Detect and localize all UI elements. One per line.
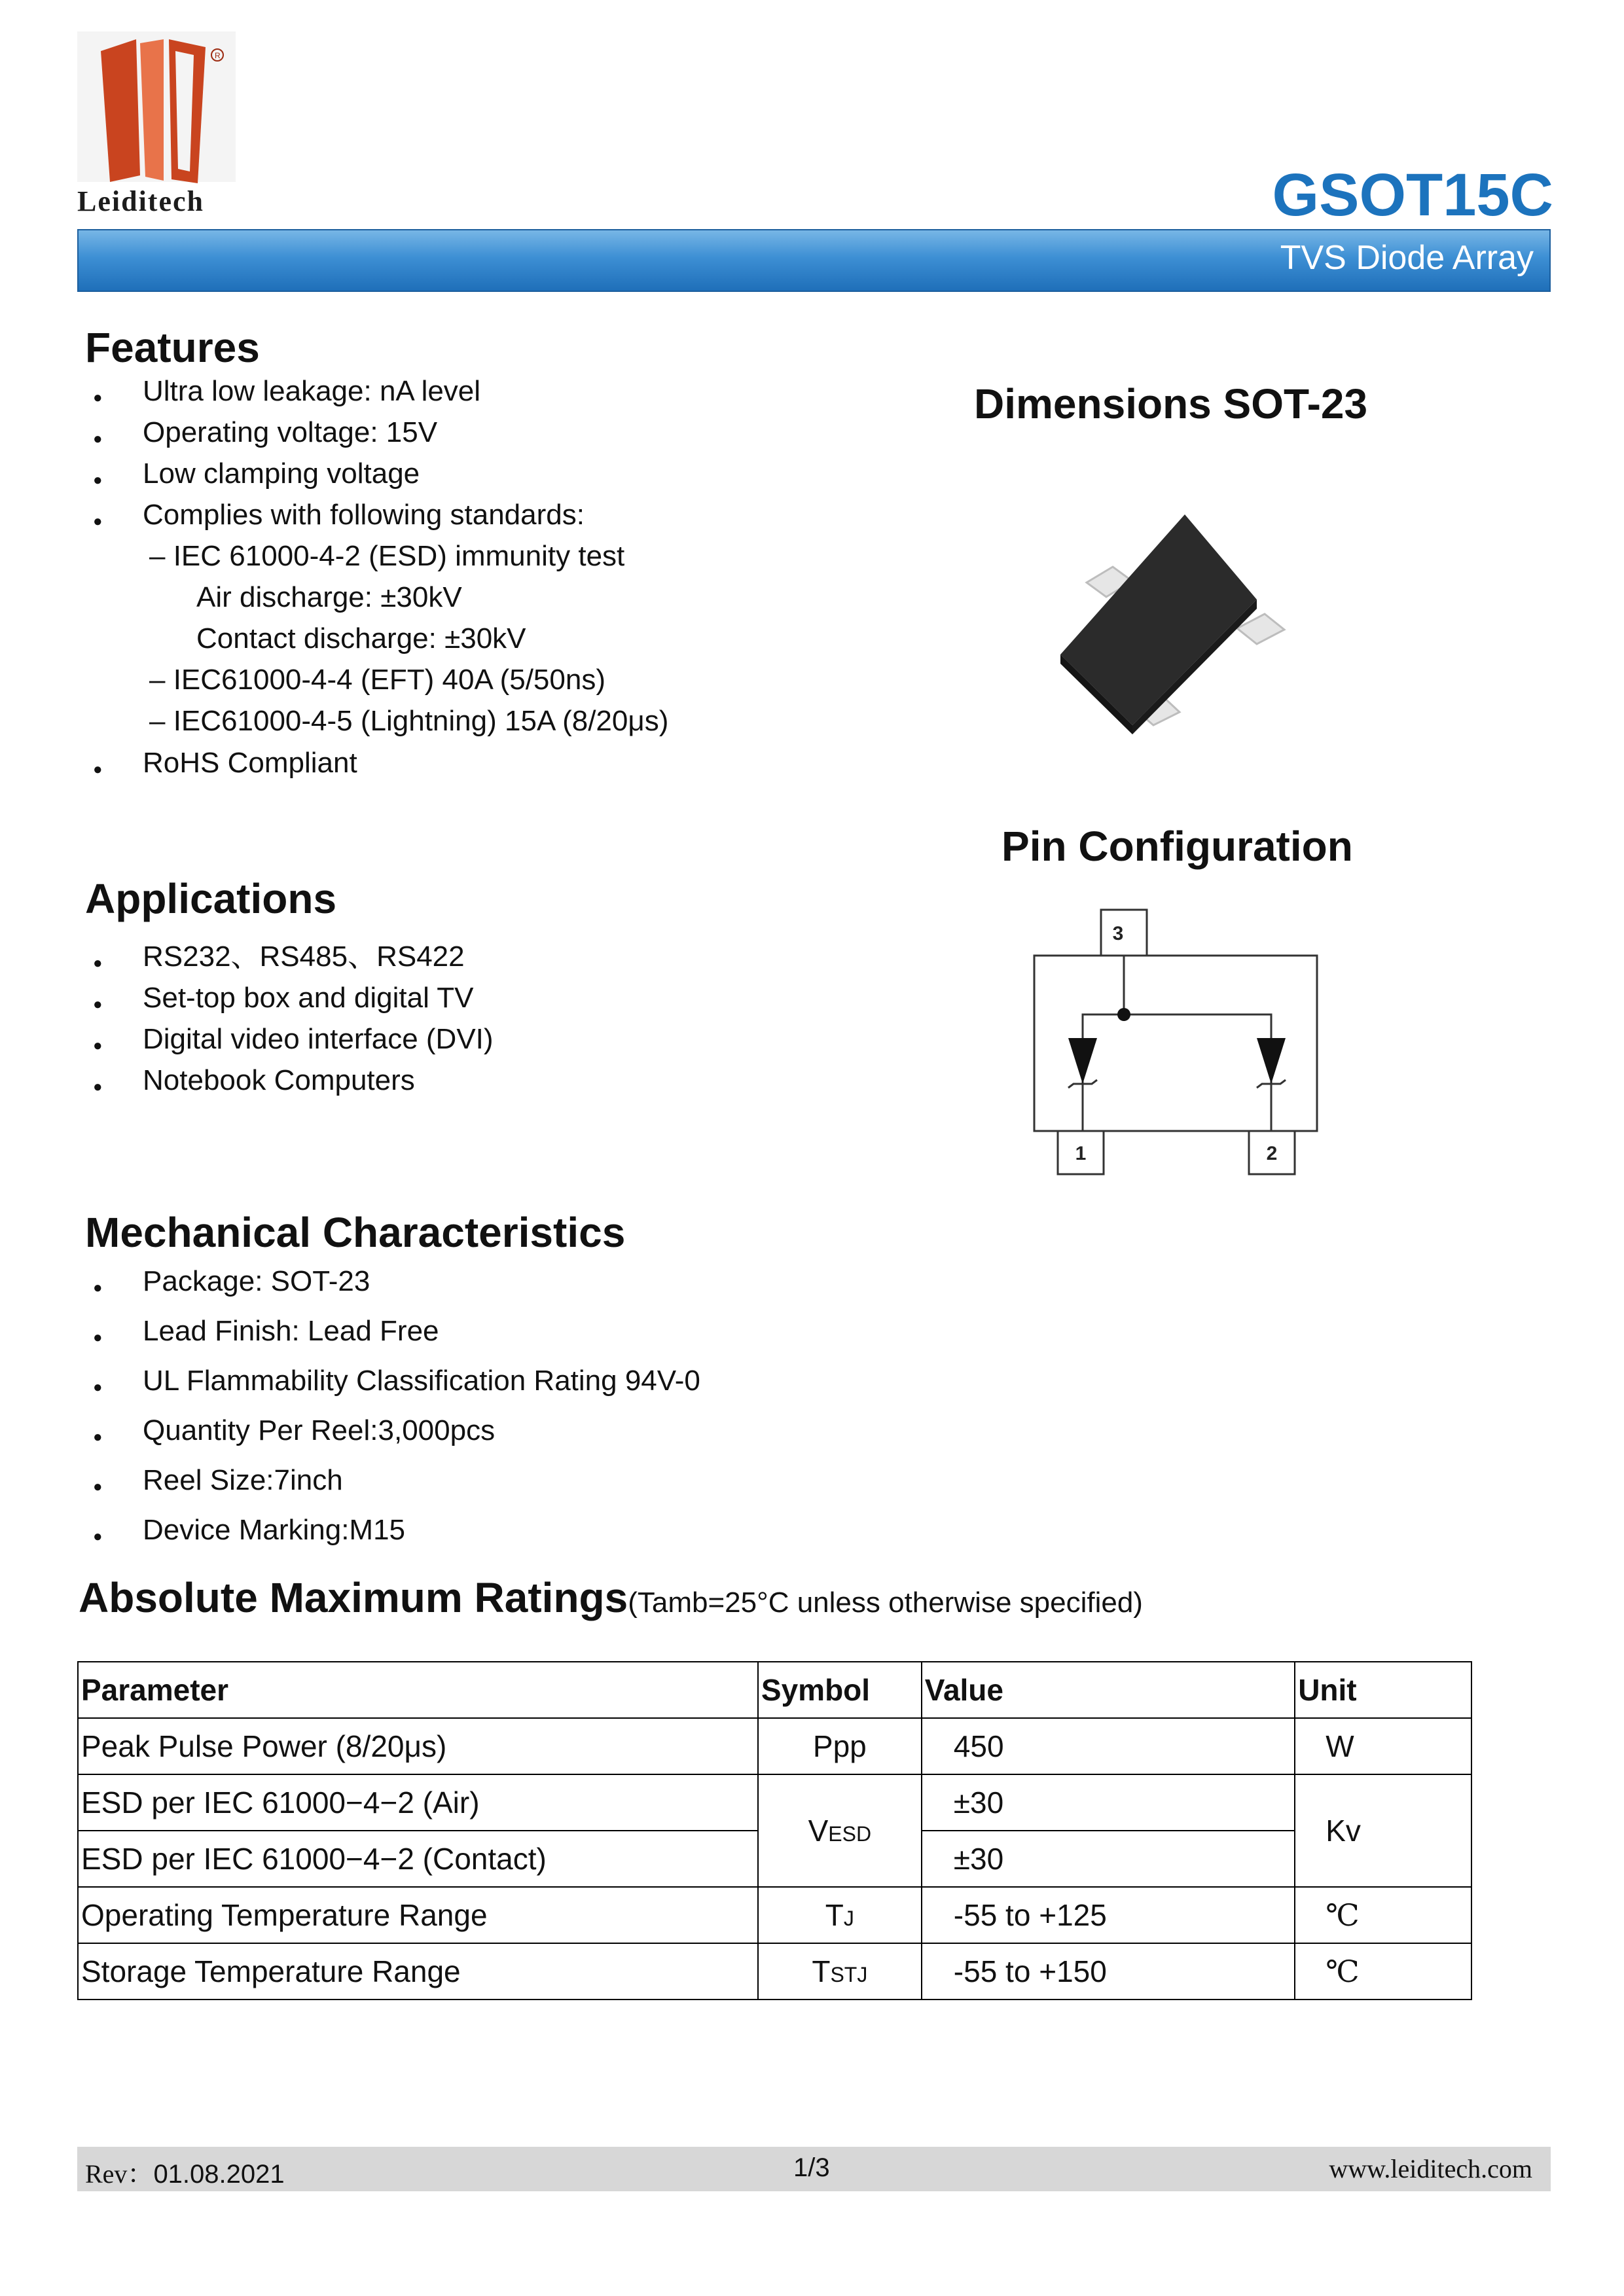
diode-1-icon	[1068, 1038, 1097, 1084]
pin-1-label: 1	[1075, 1143, 1087, 1164]
list-item: ● Reel Size:7inch	[85, 1456, 700, 1505]
part-number: GSOT15C	[1272, 162, 1553, 228]
ratings-condition: (Tamb=25°C unless otherwise specified)	[628, 1587, 1143, 1619]
dimensions-heading: Dimensions SOT-23	[974, 380, 1368, 427]
pin-3-label: 3	[1112, 923, 1124, 944]
table-row	[78, 1943, 1471, 2000]
list-item: ● Lead Finish: Lead Free	[85, 1306, 700, 1356]
param-cell: ESD per IEC 61000−4−2 (Air)	[78, 1774, 758, 1831]
ratings-heading: Absolute Maximum Ratings	[79, 1574, 628, 1621]
ratings-table	[77, 1661, 1472, 2000]
column-header: Value	[922, 1662, 1295, 1718]
param-cell: Peak Pulse Power (8/20μs)	[78, 1718, 758, 1774]
footer-website-link[interactable]: www.leiditech.com	[1329, 2154, 1532, 2183]
list-item: ● Device Marking:M15	[85, 1505, 700, 1555]
mechanical-list	[85, 1257, 700, 1555]
standards-list	[149, 535, 668, 742]
table-row	[78, 1774, 1471, 1831]
column-header: Symbol	[758, 1662, 922, 1718]
pin-3-box	[1101, 910, 1147, 956]
mechanical-heading: Mechanical Characteristics	[85, 1209, 626, 1256]
pin-config-heading: Pin Configuration	[1001, 823, 1353, 870]
value-cell: ±30	[922, 1831, 1295, 1887]
brand-name: Leiditech	[77, 185, 204, 217]
features-list-end	[85, 742, 357, 783]
standard-item: Air discharge: ±30kV	[196, 581, 462, 613]
symbol-cell: TSTJ	[758, 1943, 922, 2000]
applications-heading: Applications	[85, 875, 337, 922]
value-cell: -55 to +125	[922, 1887, 1295, 1943]
applications-list	[85, 936, 494, 1101]
column-header: Unit	[1295, 1662, 1471, 1718]
rev-date: 01.08.2021	[153, 2160, 285, 2189]
symbol-cell: TJ	[758, 1887, 922, 1943]
standard-item: – IEC61000-4-4 (EFT) 40A (5/50ns)	[149, 664, 605, 696]
standard-item: Contact discharge: ±30kV	[196, 622, 526, 655]
value-cell: -55 to +150	[922, 1943, 1295, 2000]
param-cell: Operating Temperature Range	[78, 1887, 758, 1943]
list-item: ● Set-top box and digital TV	[85, 977, 494, 1018]
standard-item: – IEC61000-4-5 (Lightning) 15A (8/20μs)	[149, 705, 669, 737]
table-header-row	[78, 1662, 1471, 1718]
list-item-label: Complies with following standards:	[143, 499, 585, 531]
product-subtitle: TVS Diode Array	[1280, 239, 1534, 277]
list-item: ● Low clamping voltage	[85, 453, 585, 494]
list-item: ● RoHS Compliant	[85, 742, 357, 783]
pin-configuration-diagram	[1021, 903, 1335, 1191]
list-item: ● UL Flammability Classification Rating 94V-0	[85, 1356, 700, 1406]
list-item: ● Quantity Per Reel:3,000pcs	[85, 1406, 700, 1456]
pin-2-label: 2	[1266, 1143, 1278, 1164]
list-item: ● Ultra low leakage: nA level	[85, 370, 585, 412]
list-item: ● Operating voltage: 15V	[85, 412, 585, 453]
diode-2-icon	[1257, 1038, 1286, 1084]
table-row	[78, 1718, 1471, 1774]
list-item: ● Package: SOT-23	[85, 1257, 700, 1306]
symbol-cell: Ppp	[758, 1718, 922, 1774]
junction-dot	[1117, 1008, 1130, 1021]
standard-item: – IEC 61000-4-2 (ESD) immunity test	[149, 540, 625, 572]
features-heading: Features	[85, 324, 260, 371]
sot23-package-image	[1021, 504, 1309, 766]
footer-page-number: 1/3	[793, 2153, 830, 2182]
value-cell: ±30	[922, 1774, 1295, 1831]
unit-cell: ℃	[1295, 1943, 1471, 2000]
table-row	[78, 1887, 1471, 1943]
svg-text:R: R	[215, 51, 221, 60]
footer-revision	[85, 2153, 285, 2191]
features-list	[85, 370, 585, 535]
param-cell: Storage Temperature Range	[78, 1943, 758, 2000]
rev-label: Rev：	[85, 2159, 154, 2189]
unit-cell: ℃	[1295, 1887, 1471, 1943]
symbol-cell: VESD	[758, 1774, 922, 1887]
value-cell: 450	[922, 1718, 1295, 1774]
unit-cell: W	[1295, 1718, 1471, 1774]
ratings-heading-row	[79, 1573, 1143, 1622]
unit-cell: Kv	[1295, 1774, 1471, 1887]
list-item: ● Digital video interface (DVI)	[85, 1018, 494, 1060]
param-cell: ESD per IEC 61000−4−2 (Contact)	[78, 1831, 758, 1887]
column-header: Parameter	[78, 1662, 758, 1718]
list-item: ● RS232、RS485、RS422	[85, 936, 494, 977]
list-item	[85, 494, 585, 535]
list-item: ● Notebook Computers	[85, 1060, 494, 1101]
